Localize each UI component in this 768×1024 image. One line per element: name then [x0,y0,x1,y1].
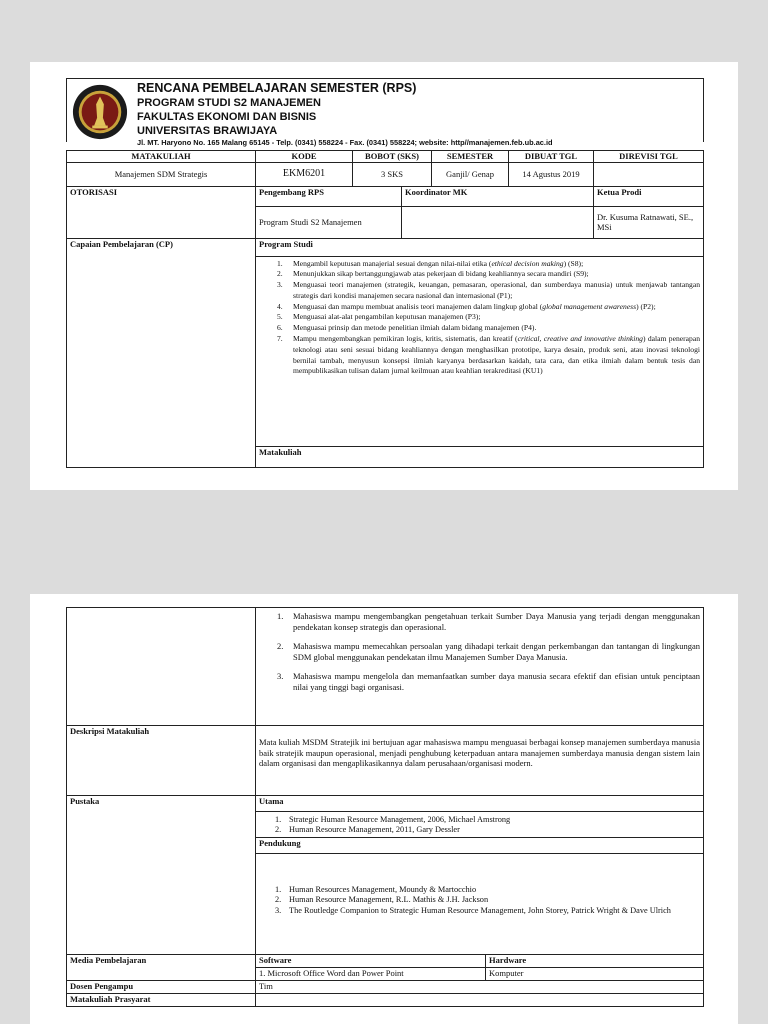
prasyarat-row [67,994,704,1007]
pustaka-utama-item: 2. Human Resource Management, 2011, Gary Dessler [275,825,460,835]
media-software-label: Software [256,955,486,968]
document-title: RENCANA PEMBELAJARAN SEMESTER (RPS) [137,81,417,95]
ketua-prodi-value: Dr. Kusuma Ratnawati, SE., MSi [594,206,704,238]
pustaka-label: Pustaka [67,796,256,955]
cp-mk-item: 2. Mahasiswa mampu memecahkan persoalan yang dihadapi terkait dengan perkembangan dan tantangan di lingkungan SDM global menggunakan pendekatan ilmu Manajemen Sumber Daya Manusia. [277,641,700,662]
cp-mk-list [259,611,700,693]
deskripsi-row [67,726,704,796]
prasyarat-value [256,994,704,1007]
koordinator-mk-value [402,206,594,238]
cp-item: 7. Mampu mengembangkan pemikiran logis, kritis, sistematis, dan kreatif (critical, creative and innovative thinking) dalam penerapan teknologi atau seni sesuai bidang keahliannya dengan menghasilkan prototipe, karya desain, produk seni, atau inovasi teknologi bernilai tambah, menyusun konsepsi ilmiah karyanya berdasarkan kaidah, tata cara, dan etika ilmiah dalam bentuk tesis dan mempublikasikan tulisan dalam jurnal keilmuan atau keahlian terakreditasi (KU1) [277,334,700,376]
otorisasi-label: OTORISASI [67,186,256,238]
university-address: Jl. MT. Haryono No. 165 Malang 65145 - Telp. (0341) 558224 - Fax. (0341) 558224; website: http//manajemen.feb.ub.ac.id [137,138,553,147]
rps-table [66,150,704,468]
pengembang-rps-value: Program Studi S2 Manajemen [256,206,402,238]
dosen-value: Tim [256,981,704,994]
cp-item: 2. Menunjukkan sikap bertanggungjawab atas pekerjaan di bidang keahliannya secara mandiri (S9); [277,269,589,279]
col-semester-label: SEMESTER [432,151,509,163]
cp-mk-item: 1. Mahasiswa mampu mengembangkan pengetahuan terkait Sumber Daya Manusia yang terjadi dengan menggunakan pendekatan konsep strategis dan operasional. [277,611,700,632]
course-sks-value: 3 SKS [353,162,432,186]
faculty-name: FAKULTAS EKONOMI DAN BISNIS [137,111,317,123]
university-name: UNIVERSITAS BRAWIJAYA [137,125,278,137]
program-name: PROGRAM STUDI S2 MANAJEMEN [137,97,321,109]
course-revised-date-value [594,162,704,186]
ketua-prodi-label: Ketua Prodi [594,186,704,206]
cp-mk-row [67,608,704,726]
col-dibuat-label: DIBUAT TGL [509,151,594,163]
matakuliah-label: Matakuliah [256,446,704,467]
course-created-date-value: 14 Agustus 2019 [509,162,594,186]
pustaka-utama-label: Utama [256,796,704,812]
pustaka-pendukung-cell [256,854,704,955]
cp-items-cell [256,256,704,446]
cp-list [259,259,700,378]
cp-item: 6. Menguasai prinsip dan metode penelitian ilmiah dalam bidang manajemen (P4). [277,323,537,333]
pengembang-rps-label: Pengembang RPS [256,186,402,206]
col-kode-label: KODE [256,151,353,163]
cp-mk-cell [256,608,704,726]
cp-item: 3. Menguasai teori manajemen (strategik, keuangan, pemasaran, operasional, dan sumberdaya manusia) untuk menjawab tantangan strategis dari kondisi manajemen secara nasional dan internasional (P1); [277,280,700,300]
course-code-value: EKM6201 [256,162,353,186]
pustaka-pendukung-label: Pendukung [256,838,704,854]
pustaka-utama-label-row [67,796,704,812]
col-bobot-label: BOBOT (SKS) [353,151,432,163]
course-header-values-row [67,162,704,186]
pustaka-pendukung-list [259,885,700,916]
header-titles [137,81,553,148]
pustaka-utama-cell [256,812,704,838]
rps-table-continued [66,607,704,1007]
prasyarat-label: Matakuliah Prasyarat [67,994,256,1007]
rps-header [66,78,704,147]
pustaka-utama-item: 1. Strategic Human Resource Management, 2006, Michael Amstrong [275,815,511,824]
deskripsi-text: Mata kuliah MSDM Stratejik ini bertujuan agar mahasiswa mampu menguasai berbagai konsep manajemen sumberdaya manusia baik stratejik maupun operasional, menjadi penghubung keterpaduan antara manajemen sumberdaya manusia dengan sistem lain dalam organisasi dan mengaplikasikannya dalam perusahaan/organisasi modern. [256,726,704,796]
media-software-value: 1. Microsoft Office Word dan Power Point [256,968,486,981]
program-studi-label: Program Studi [256,238,704,256]
cp-mk-item: 3. Mahasiswa mampu mengelola dan memanfaatkan sumber daya manusia secara efektif dan efisian untuk penciptaan nilai yang tinggi bagi organisasi. [277,671,700,692]
course-name-value: Manajemen SDM Strategis [67,162,256,186]
pustaka-utama-list [259,815,700,836]
pustaka-pendukung-item: 2. Human Resource Management, R.L. Mathis & J.H. Jackson [275,895,489,905]
dosen-label: Dosen Pengampu [67,981,256,994]
cp-item: 4. Menguasai dan mampu membuat analisis teori manajemen dalam lingkup global (global management awareness) (P2); [277,301,656,311]
koordinator-mk-label: Koordinator MK [402,186,594,206]
cp-label: Capaian Pembelajaran (CP) [67,238,256,467]
course-header-labels-row [67,151,704,163]
course-semester-value: Ganjil/ Genap [432,162,509,186]
dosen-row [67,981,704,994]
media-label: Media Pembelajaran [67,955,256,981]
cp-mk-left-cell [67,608,256,726]
document-page-2 [30,594,738,1024]
document-page-1 [30,62,738,490]
pustaka-pendukung-item: 1. Human Resources Management, Moundy & Martocchio [275,885,477,894]
media-hardware-value: Komputer [486,968,704,981]
media-labels-row [67,955,704,968]
otorisasi-labels-row [67,186,704,206]
pustaka-pendukung-item: 3. The Routledge Companion to Strategic Human Resource Management, John Storey, Patrick Wright & Dave Ulrich [275,905,671,915]
media-hardware-label: Hardware [486,955,704,968]
col-direvisi-label: DIREVISI TGL [594,151,704,163]
university-logo [71,83,129,141]
cp-program-studi-label-row [67,238,704,256]
deskripsi-label: Deskripsi Matakuliah [67,726,256,796]
cp-item: 1. Mengambil keputusan manajerial sesuai dengan nilai-nilai etika (ethical decision making) (S8); [277,258,584,268]
col-matakuliah-label: MATAKULIAH [67,151,256,163]
cp-item: 5. Menguasai alat-alat pengambilan keputusan manajemen (P3); [277,312,481,322]
